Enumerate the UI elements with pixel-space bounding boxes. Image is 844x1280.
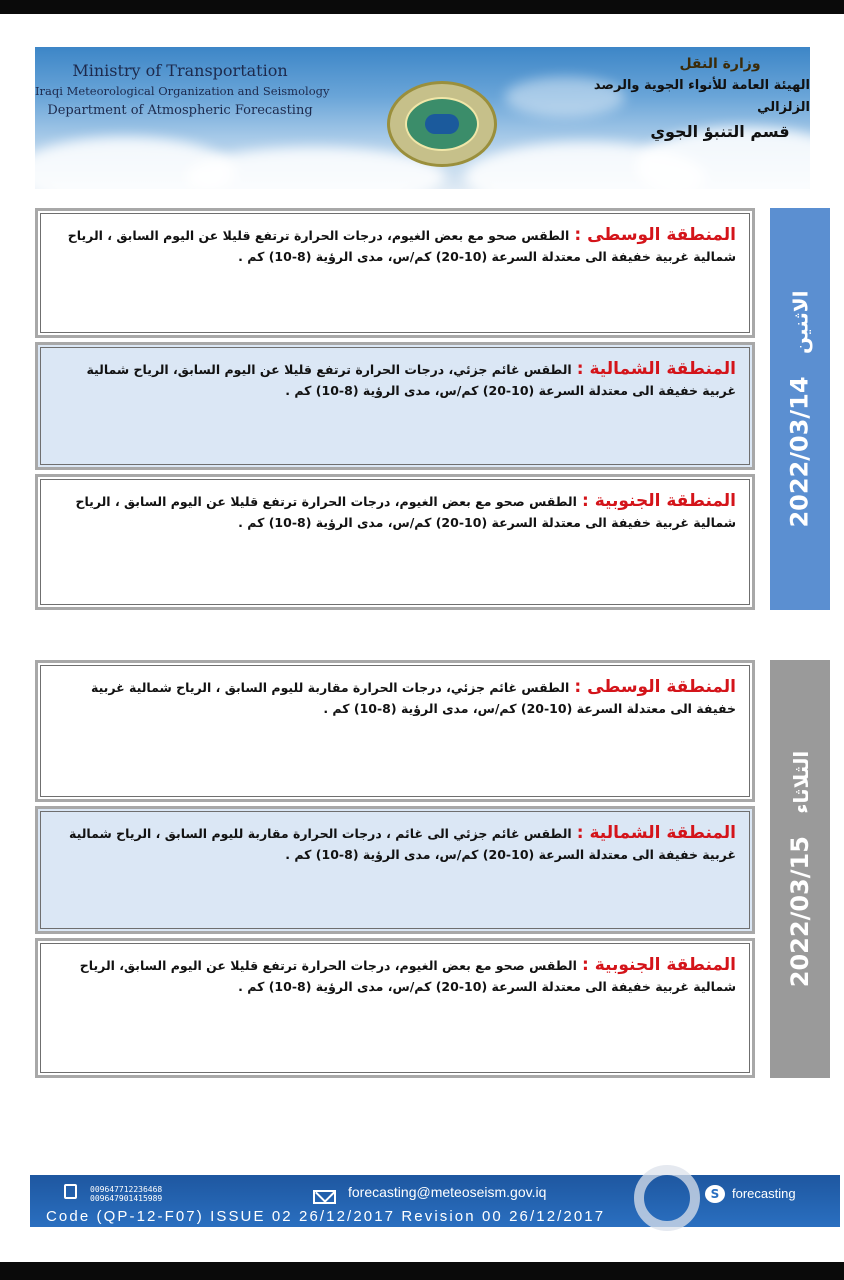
region-forecast-text: الطقس صحو مع بعض الغيوم، درجات الحرارة ترتفع قليلا عن اليوم السابق ، الرياح شمالية غربية خفيفة الى معتدلة السرعة (10-20) كم/س، مدى الرؤية (8-10) كم . <box>75 494 736 530</box>
header-banner <box>35 47 810 189</box>
document-code-line: Code (QP-12-F07) ISSUE 02 26/12/2017 Revision 00 26/12/2017 <box>46 1208 606 1225</box>
ministry-title-ar: وزارة النقل <box>679 56 761 72</box>
day-name: الثلاثاء <box>789 750 814 814</box>
date-tab-day1 <box>770 208 830 610</box>
watermark-circle <box>634 1165 700 1231</box>
top-border <box>0 0 844 14</box>
organization-title: Iraqi Meteorological Organization and Seismology <box>35 84 330 98</box>
phone-icon <box>64 1184 77 1199</box>
region-forecast-text: الطقس غائم جزئي، درجات الحرارة مقاربة لليوم السابق ، الرياح شمالية غربية خفيفة الى معتدلة السرعة (10-20) كم/س، مدى الرؤية (8-10) كم . <box>90 680 736 716</box>
ministry-name-english <box>35 61 330 121</box>
email-address[interactable]: forecasting@meteoseism.gov.iq <box>348 1184 547 1200</box>
region-name: المنطقة الشمالية : <box>576 359 736 379</box>
forecast-date: 2022/03/14 <box>786 376 815 528</box>
phone-number-1: 009647712236468 <box>90 1185 163 1194</box>
region-south-day1 <box>35 474 755 610</box>
phone-number-2: 009647901415989 <box>90 1194 163 1203</box>
region-forecast-text: الطقس غائم جزئي، درجات الحرارة ترتفع قليلا عن اليوم السابق، الرياح شمالية غربية خفيفة الى معتدلة السرعة (10-20) كم/س، مدى الرؤية (8-10) كم . <box>86 362 736 398</box>
skype-handle: forecasting <box>732 1186 796 1201</box>
region-central-day2 <box>35 660 755 802</box>
skype-icon: S <box>705 1185 725 1203</box>
region-central-day1 <box>35 208 755 338</box>
region-name: المنطقة الشمالية : <box>576 823 736 843</box>
region-name: المنطقة الجنوبية : <box>582 491 736 511</box>
region-north-day1 <box>35 342 755 470</box>
organization-logo <box>387 81 497 167</box>
date-tab-day2 <box>770 660 830 1078</box>
footer-bar <box>30 1175 840 1227</box>
bottom-border <box>0 1262 844 1280</box>
ministry-title: Ministry of Transportation <box>72 61 288 80</box>
region-north-day2 <box>35 806 755 934</box>
region-forecast-text: الطقس صحو مع بعض الغيوم، درجات الحرارة ترتفع قليلا عن اليوم السابق، الرياح شمالية غربية خفيفة الى معتدلة السرعة (10-20) كم/س، مدى الرؤية (8-10) كم . <box>79 958 736 994</box>
organization-title-ar: الهيئة العامة للأنواء الجوية والرصد الزلزالي <box>593 78 810 115</box>
department-title: Department of Atmospheric Forecasting <box>47 103 313 118</box>
forecast-date: 2022/03/15 <box>786 836 815 988</box>
department-title-ar: قسم التنبؤ الجوي <box>650 122 790 141</box>
forecast-day-1 <box>35 208 830 610</box>
phone-numbers <box>90 1185 162 1203</box>
region-name: المنطقة الوسطى : <box>574 225 736 245</box>
region-name: المنطقة الجنوبية : <box>582 955 736 975</box>
day-name: الاثنين <box>789 290 814 355</box>
ministry-name-arabic <box>560 53 810 145</box>
region-name: المنطقة الوسطى : <box>574 677 736 697</box>
forecast-day-2 <box>35 660 830 1078</box>
mail-icon <box>313 1190 336 1204</box>
region-forecast-text: الطقس صحو مع بعض الغيوم، درجات الحرارة ترتفع قليلا عن اليوم السابق ، الرياح شمالية غربية خفيفة الى معتدلة السرعة (10-20) كم/س، مدى الرؤية (8-10) كم . <box>67 228 736 264</box>
region-south-day2 <box>35 938 755 1078</box>
region-forecast-text: الطقس غائم جزئي الى غائم ، درجات الحرارة مقاربة لليوم السابق ، الرياح شمالية غربية خفيفة الى معتدلة السرعة (10-20) كم/س، مدى الرؤية (8-10) كم . <box>69 826 736 862</box>
